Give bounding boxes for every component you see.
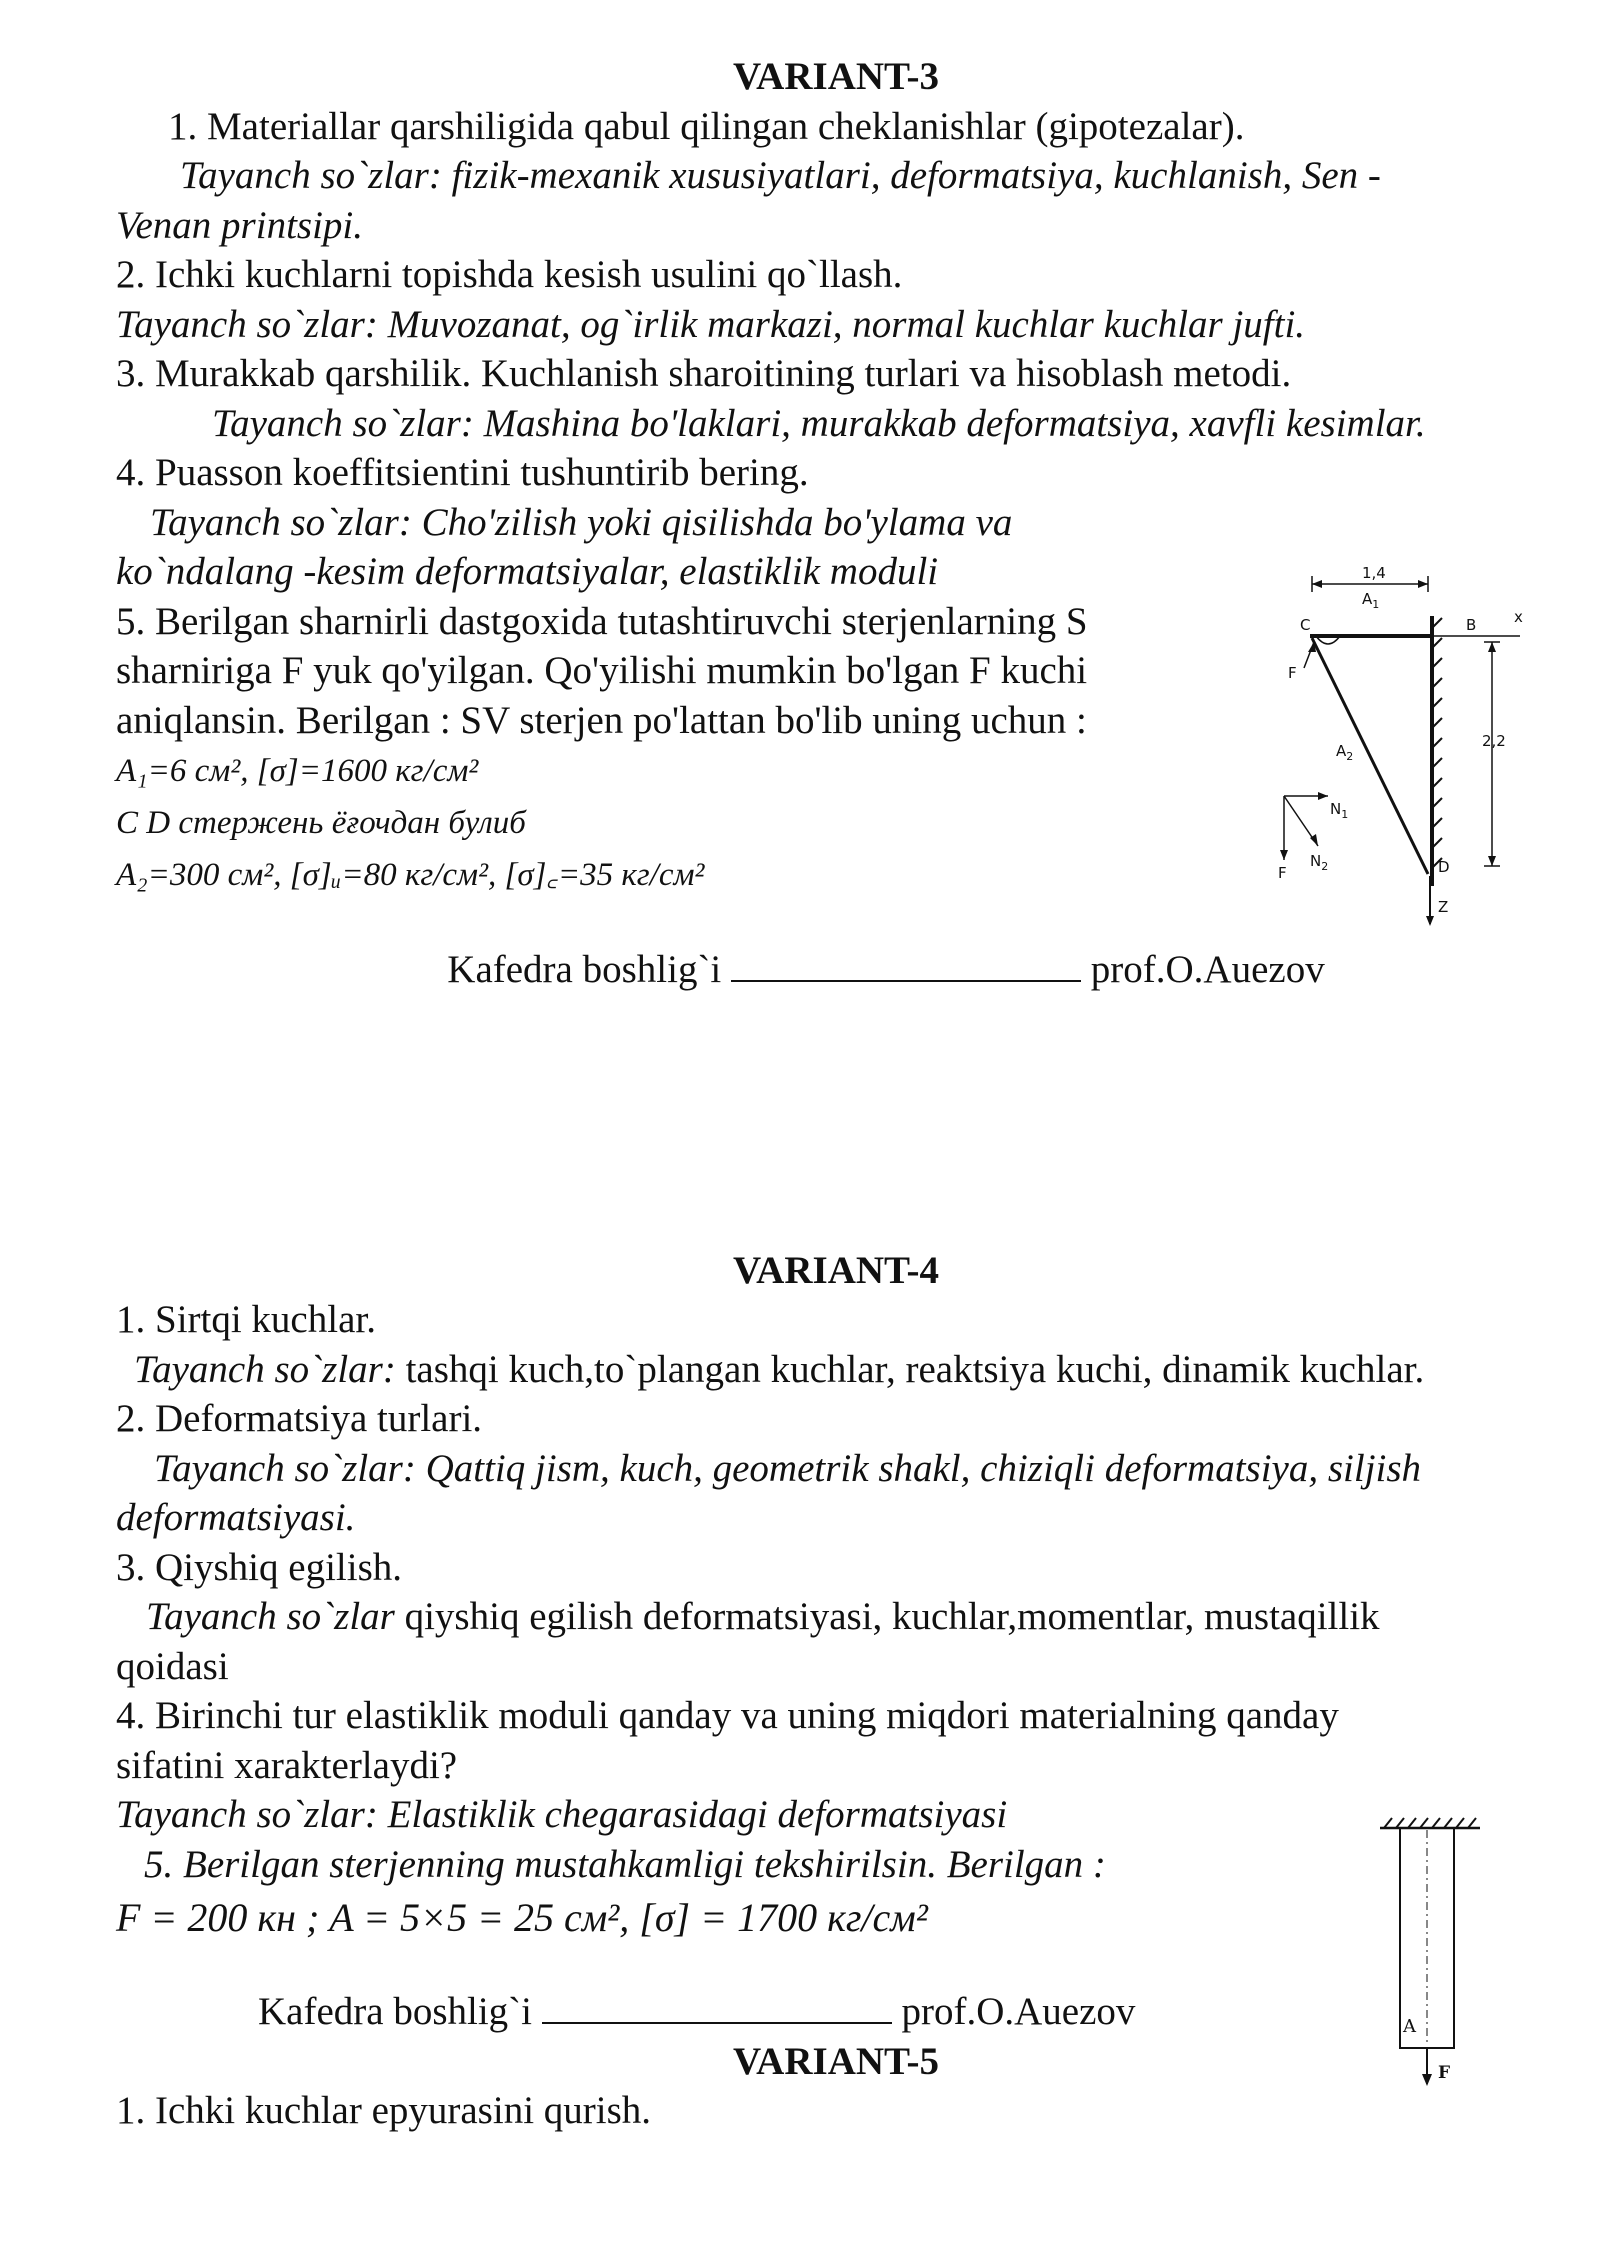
v4-question-1: 1. Sirtqi kuchlar.: [116, 1298, 376, 1341]
v4-keywords-2a: Tayanch so`zlar: Qattiq jism, kuch, geometrik shakl, chiziqli deformatsiya, siljish: [154, 1446, 1422, 1490]
document-page: [116, 52, 1556, 2136]
v4-keywords-3-rest: qiyshiq egilish deformatsiyasi, kuchlar,momentlar, mustaqillik: [394, 1595, 1380, 1638]
v3-formula-2: C D стержень ёғочдан булиб: [116, 805, 526, 841]
v4-sign-blank: [542, 1992, 892, 2024]
v3-question-3: 3. Murakkab qarshilik. Kuchlanish sharoitining turlari va hisoblash metodi.: [116, 352, 1292, 395]
v4-label-f: F: [1438, 2063, 1451, 2083]
v4-sign-label: Kafedra boshlig`i: [258, 1990, 532, 2033]
v3-label-n1: $N_1$: [1330, 800, 1349, 821]
v4-keywords-1-rest: tashqi kuch,to`plangan kuchlar, reaktsiya kuchi, dinamik kuchlar.: [395, 1347, 1425, 1391]
v3-question-5a: 5. Berilgan sharnirli dastgoxida tutashtiruvchi sterjenlarning S: [116, 599, 1088, 643]
v3-label-c: C: [1300, 616, 1311, 634]
v3-sign-blank: [731, 950, 1081, 982]
v4-sign-name: prof.O.Auezov: [901, 1990, 1136, 2033]
v3-question-4: 4. Puasson koeffitsientini tushuntirib bering.: [116, 451, 809, 494]
variant-4-title: VARIANT-4: [733, 1248, 939, 1292]
v4-keywords-2b: deformatsiyasi.: [116, 1496, 356, 1539]
v3-sign-name: prof.O.Auezov: [1090, 948, 1325, 991]
v4-rod-figure: [1370, 1806, 1490, 2096]
v4-keywords-3: [116, 1592, 1556, 1642]
v3-label-a2: $A_2$: [1336, 742, 1354, 763]
v3-label-f: F: [1288, 664, 1297, 682]
v4-keywords-1-lead: Tayanch so`zlar:: [134, 1347, 396, 1391]
v3-label-n2: $N_2$: [1310, 852, 1329, 873]
v3-question-1: 1. Materiallar qarshiligida qabul qilingan cheklanishlar (gipotezalar).: [168, 104, 1245, 148]
v4-formula: F = 200 кн ; A = 5×5 = 25 см², [σ] = 1700 кг/см²: [116, 1895, 928, 1940]
v4-keywords-3b: qoidasi: [116, 1644, 229, 1688]
v3-label-f2: F: [1278, 864, 1287, 882]
v3-question-5b: sharniriga F yuk qo'yilgan. Qo'yilishi mumkin bo'lgan F kuchi: [116, 649, 1088, 692]
v5-question-1: 1. Ichki kuchlar epyurasini qurish.: [116, 2089, 652, 2132]
v3-formula-3: A₂=300 см², [σ]ᵤ=80 кг/см², [σ]꜀=35 кг/см²: [116, 857, 705, 893]
v3-label-d: D: [1438, 858, 1450, 876]
v3-keywords-4b: ko`ndalang -kesim deformatsiyalar, elastiklik moduli: [116, 550, 939, 593]
v3-dim-side: 2,2: [1482, 732, 1506, 750]
v3-keywords-3: Tayanch so`zlar: Mashina bo'laklari, murakkab deformatsiya, xavfli kesimlar.: [212, 401, 1426, 445]
variant-3-title: VARIANT-3: [733, 55, 939, 98]
v4-keywords-3-lead: Tayanch so`zlar: [146, 1595, 395, 1638]
v3-signature-line: [116, 945, 1556, 995]
variant-5-title: VARIANT-5: [733, 2039, 939, 2083]
v4-question-4a: 4. Birinchi tur elastiklik moduli qanday va uning miqdori materialning qanday: [116, 1694, 1339, 1737]
v3-label-x: x: [1514, 608, 1523, 626]
v3-truss-figure: [1270, 556, 1530, 936]
v4-label-a: A: [1403, 2016, 1416, 2037]
v3-keywords-1a: Tayanch so`zlar: fizik-mexanik xususiyatlari, deformatsiya, kuchlanish, Sen -: [180, 154, 1381, 197]
v3-question-2: 2. Ichki kuchlarni topishda kesish usulini qo`llash.: [116, 253, 903, 296]
v3-keywords-4a: Tayanch so`zlar: Cho'zilish yoki qisilishda bo'ylama va: [150, 500, 1013, 544]
v4-signature-line: [116, 1987, 1556, 2037]
v4-keywords-4: Tayanch so`zlar: Elastiklik chegarasidagi deformatsiyasi: [116, 1793, 1008, 1836]
v3-question-5c: aniqlansin. Berilgan : SV sterjen po'lattan bo'lib uning uchun :: [116, 698, 1087, 742]
v3-formula-1: A₁=6 см², [σ]=1600 кг/см²: [116, 753, 479, 789]
v3-dim-top: 1,4: [1362, 564, 1386, 582]
v4-keywords-1: [116, 1345, 1556, 1395]
v3-sign-label: Kafedra boshlig`i: [447, 948, 722, 991]
v4-question-2: 2. Deformatsiya turlari.: [116, 1397, 483, 1440]
v3-label-b: B: [1466, 616, 1477, 634]
v3-label-a1: $A_1$: [1362, 590, 1380, 611]
v3-keywords-2: Tayanch so`zlar: Muvozanat, og`irlik markazi, normal kuchlar kuchlar jufti.: [116, 302, 1306, 346]
v3-keywords-1b: Venan printsipi.: [116, 203, 364, 247]
v4-question-5: 5. Berilgan sterjenning mustahkamligi tekshirilsin. Berilgan :: [144, 1842, 1106, 1886]
v4-question-4b: sifatini xarakterlaydi?: [116, 1743, 458, 1787]
v4-question-3: 3. Qiyshiq egilish.: [116, 1545, 403, 1589]
v3-label-z: Z: [1438, 898, 1449, 916]
